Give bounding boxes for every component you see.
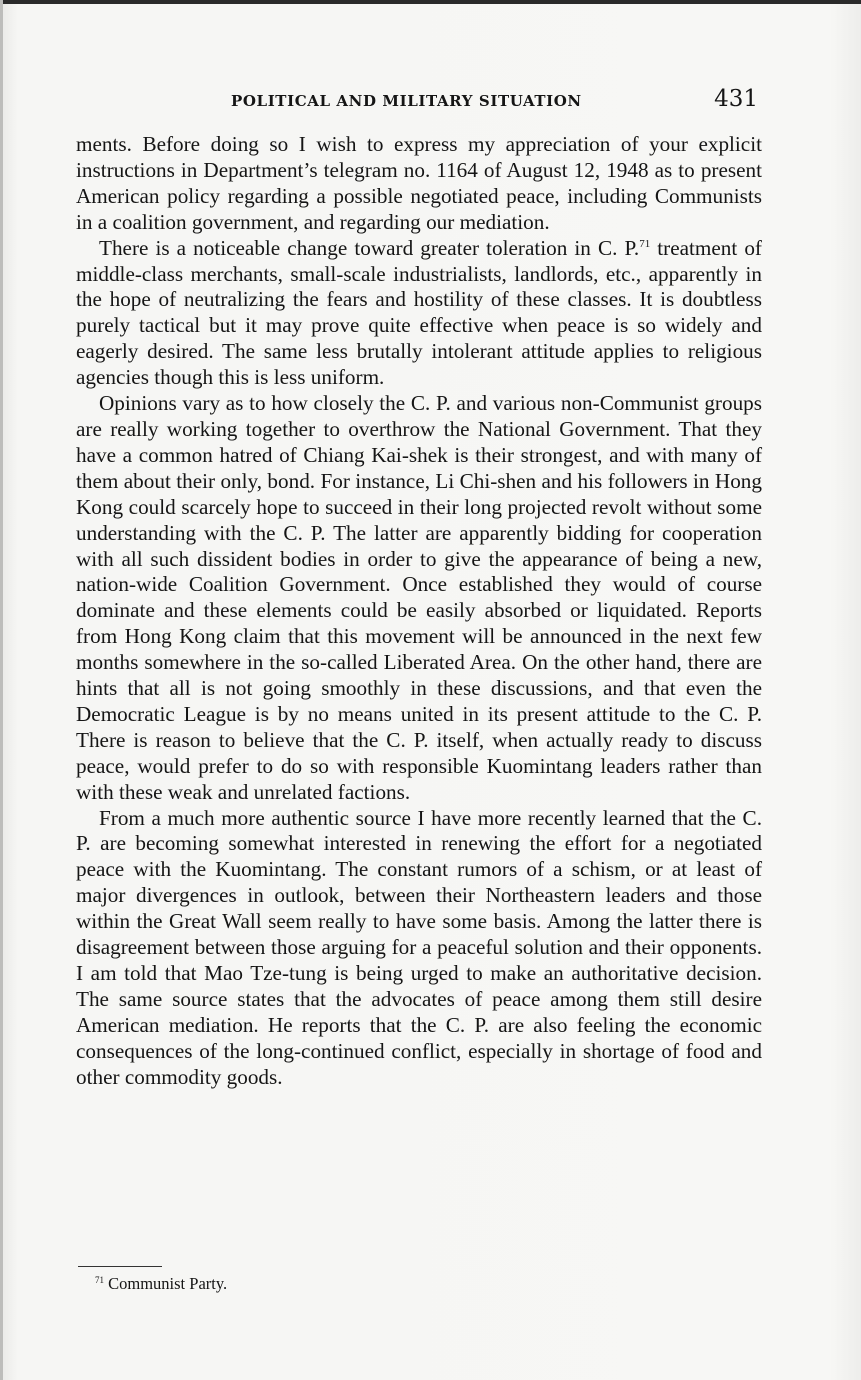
top-border — [0, 0, 861, 4]
body-text — [76, 132, 762, 1091]
footnote-text: Communist Party. — [104, 1274, 228, 1293]
page-edge-shadow — [0, 0, 3, 1380]
paragraph-authentic-source: From a much more authentic source I have more recently learned that the C. P. are becoming somewhat interested in renewing the effort for a negotiated peace with the Kuomintang. The constant rumors of a schism, or at least of major divergences in outlook, between their Northeastern leaders and those within the Great Wall seem really to have some basis. Among the latter there is disagreement between those arguing for a peaceful solution and their opponents. I am told that Mao Tze-tung is being urged to make an authoritative decision. The same source states that the advocates of peace among them still desire American mediation. He reports that the C. P. are also feeling the economic consequences of the long-continued conflict, especially in shortage of food and other commodity goods. — [76, 805, 762, 1089]
running-title: POLITICAL AND MILITARY SITUATION — [231, 92, 582, 110]
paragraph-toleration — [76, 236, 762, 391]
footnote-marker: 71 — [95, 1275, 104, 1285]
footnote-reference: 71 — [639, 237, 651, 250]
paragraph-continued: ments. Before doing so I wish to express my appreciation of your explicit instructions in Department’s telegram no. 1164 of August 12, 1948 as to present American policy regarding a possible negotiated peace, including Communists in a coalition government, and regarding our mediation. — [76, 132, 762, 234]
paragraph-opinions: Opinions vary as to how closely the C. P. and various non-Communist groups are really working together to overthrow the National Government. That they have a common hatred of Chiang Kai-shek is their strongest, and with many of them about their only, bond. For instance, Li Chi-shen and his followers in Hong Kong could scarcely hope to succeed in their long projected revolt without some understanding with the C. P. The latter are apparently bidding for cooperation with all such dissident bodies in order to give the appearance of being a new, nation-wide Coalition Government. Once established they would of course dominate and these elements could be easily absorbed or liquidated. Reports from Hong Kong claim that this movement will be announced in the next few months somewhere in the so-called Liberated Area. On the other hand, there are hints that all is not going smoothly in these discussions, and that even the Democratic League is by no means united in its present attitude to the C. P. There is reason to believe that the C. P. itself, when actually ready to discuss peace, would prefer to do so with responsible Kuomintang leaders rather than with these weak and unrelated factions. — [76, 391, 762, 804]
running-header — [76, 86, 762, 116]
page-number: 431 — [714, 86, 758, 112]
footnote — [95, 1274, 227, 1294]
paragraph-text: There is a noticeable change toward greater toleration in C. P. — [99, 235, 640, 260]
paragraph-text: treatment of middle-class merchants, small-scale industrialists, landlords, etc., apparently in the hope of neutralizing the fears and hostility of these classes. It is doubtless purely tactical but it may prove quite effective when peace is so widely and eagerly desired. The same less brutally intolerant attitude applies to religious agencies though this is less uniform. — [76, 235, 762, 390]
footnote-divider — [78, 1266, 162, 1267]
